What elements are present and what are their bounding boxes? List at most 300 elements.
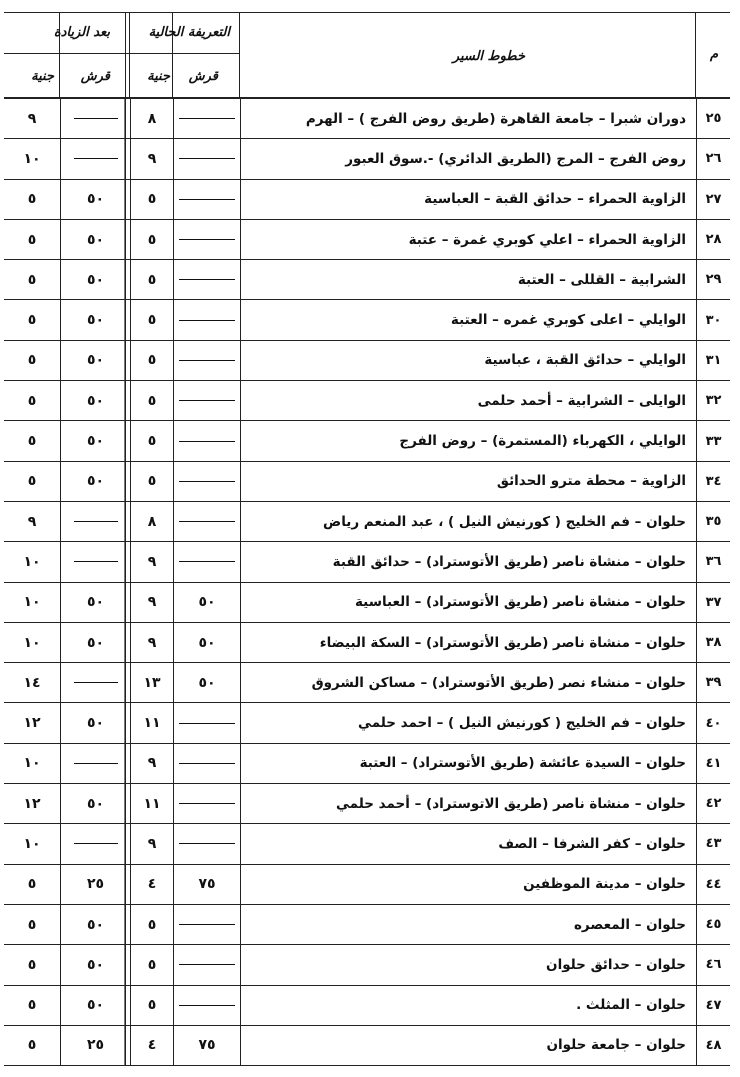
current-pound — [130, 462, 173, 501]
current-piaster — [173, 784, 240, 823]
route-name — [240, 502, 696, 541]
route-name-text: حلوان – منشاة ناصر (طريق الأتوستراد) – حدائق القبة — [332, 553, 686, 570]
new-pound — [4, 744, 60, 783]
route-name-text: الوايلي – اعلى كوبري غمره – العتبة — [450, 312, 686, 329]
route-name-text: حلوان – منشاء نصر (طريق الأتوستراد) – مساكن الشروق — [311, 674, 686, 691]
current-pound — [130, 824, 173, 863]
new-piaster — [60, 663, 130, 702]
current-pound — [130, 865, 173, 904]
route-name-text: الزاوية الحمراء – حدائق القبة – العباسية — [424, 191, 686, 208]
current-piaster — [173, 139, 240, 178]
current-pound-text: ٥ — [147, 916, 157, 933]
row-number-text: ٣٧ — [705, 594, 722, 610]
new-piaster-text: ٥٠ — [86, 634, 105, 651]
current-pound — [130, 986, 173, 1025]
current-pound — [130, 421, 173, 460]
new-piaster-text: ٥٠ — [86, 473, 105, 490]
row-number-text: ٣٥ — [705, 514, 722, 530]
row-number-text: ٢٥ — [705, 111, 722, 127]
route-name-text: حلوان – جامعة حلوان — [546, 1037, 686, 1054]
new-piaster — [60, 865, 130, 904]
table-row — [4, 865, 730, 905]
current-pound-text: ٩ — [147, 150, 157, 167]
current-pound — [130, 945, 173, 984]
row-number — [696, 865, 730, 904]
current-piaster — [173, 180, 240, 219]
current-piaster-text: ٧٥ — [198, 1037, 216, 1054]
dash-mark — [179, 1005, 235, 1006]
row-number-text: ٤٠ — [705, 715, 722, 731]
current-pound — [130, 139, 173, 178]
route-name — [240, 986, 696, 1025]
tariff-table — [4, 12, 730, 1066]
row-number-text: ٤٦ — [705, 957, 722, 973]
new-pound — [4, 99, 60, 138]
dash-mark — [179, 400, 235, 401]
dash-mark — [74, 763, 118, 764]
current-pound-text: ٥ — [147, 433, 157, 450]
current-piaster — [173, 583, 240, 622]
current-piaster — [173, 623, 240, 662]
new-piaster — [60, 260, 130, 299]
new-pound-text: ٥ — [27, 312, 37, 329]
row-number-text: ٣٠ — [705, 312, 722, 328]
table-row — [4, 703, 730, 743]
route-name — [240, 905, 696, 944]
current-pound-text: ٥ — [147, 191, 157, 208]
header-current-tariff: التعريفة الحالية — [148, 25, 230, 40]
route-name-text: الوايلي – حدائق القبة ، عباسية — [484, 352, 686, 369]
new-pound — [4, 1026, 60, 1065]
new-piaster — [60, 905, 130, 944]
row-number-text: ٢٦ — [705, 151, 722, 167]
route-name-text: حلوان – السيدة عائشة (طريق الأتوستراد) – العتبة — [359, 755, 686, 772]
row-number-text: ٣٢ — [705, 393, 722, 409]
current-pound-text: ٥ — [147, 956, 157, 973]
new-piaster — [60, 421, 130, 460]
new-piaster-text: ٥٠ — [86, 997, 105, 1014]
route-name-text: الوايلى – الشرابية – أحمد حلمى — [477, 392, 686, 409]
row-number-text: ٣١ — [705, 352, 722, 368]
new-pound-text: ٥ — [27, 392, 37, 409]
route-name — [240, 784, 696, 823]
current-piaster — [173, 945, 240, 984]
route-name-text: روض الفرج – المرج (الطريق الدائري) -.سوق العبور — [345, 150, 686, 167]
table-row — [4, 99, 730, 139]
dash-mark — [74, 521, 118, 522]
route-name — [240, 542, 696, 581]
current-pound — [130, 703, 173, 742]
new-pound-text: ٥ — [27, 473, 37, 490]
table-row — [4, 663, 730, 703]
new-piaster — [60, 703, 130, 742]
header-new-piaster: قرش — [80, 69, 110, 84]
row-number — [696, 744, 730, 783]
row-number-text: ٣٦ — [705, 554, 722, 570]
dash-mark — [74, 561, 118, 562]
table-row — [4, 986, 730, 1026]
row-number-text: ٤٣ — [705, 836, 722, 852]
row-number — [696, 341, 730, 380]
new-pound-text: ٥ — [27, 1037, 37, 1054]
new-pound — [4, 945, 60, 984]
new-pound — [4, 139, 60, 178]
new-piaster — [60, 220, 130, 259]
current-pound — [130, 180, 173, 219]
new-pound-text: ٥ — [27, 997, 37, 1014]
row-number — [696, 703, 730, 742]
dash-mark — [179, 199, 235, 200]
row-number-text: ٤٧ — [705, 997, 722, 1013]
new-piaster — [60, 381, 130, 420]
current-pound — [130, 502, 173, 541]
new-piaster — [60, 824, 130, 863]
current-pound — [130, 300, 173, 339]
current-piaster — [173, 381, 240, 420]
new-pound-text: ٥ — [27, 956, 37, 973]
dash-mark — [179, 239, 235, 240]
new-pound-text: ١٠ — [23, 150, 41, 167]
new-pound — [4, 865, 60, 904]
new-piaster-text: ٥٠ — [86, 271, 105, 288]
current-pound-text: ١١ — [143, 795, 161, 812]
current-pound — [130, 260, 173, 299]
current-pound — [130, 623, 173, 662]
route-name — [240, 462, 696, 501]
row-number — [696, 583, 730, 622]
current-piaster — [173, 905, 240, 944]
route-name — [240, 99, 696, 138]
table-row — [4, 1026, 730, 1066]
new-piaster — [60, 744, 130, 783]
row-number-text: ٤٨ — [705, 1037, 722, 1053]
row-number — [696, 623, 730, 662]
header-current-pound: جنية — [147, 69, 170, 84]
current-pound — [130, 583, 173, 622]
current-pound-text: ٥ — [147, 392, 157, 409]
row-number-text: ٣٩ — [705, 675, 722, 691]
current-pound-text: ٨ — [147, 513, 157, 530]
route-name-text: حلوان – منشاة ناصر (طريق الأتوستراد) – العباسية — [355, 594, 686, 611]
route-name-text: الشرابية – القللى – العتبة — [517, 271, 686, 288]
new-piaster-text: ٢٥ — [86, 876, 105, 893]
new-pound — [4, 341, 60, 380]
new-pound — [4, 784, 60, 823]
new-piaster — [60, 583, 130, 622]
route-name — [240, 139, 696, 178]
dash-mark — [179, 158, 235, 159]
current-pound — [130, 663, 173, 702]
new-pound-text: ٥ — [27, 191, 37, 208]
new-pound-text: ٥ — [27, 271, 37, 288]
new-piaster-text: ٥٠ — [86, 715, 105, 732]
new-piaster-text: ٥٠ — [86, 312, 105, 329]
current-pound — [130, 220, 173, 259]
route-name — [240, 260, 696, 299]
current-piaster — [173, 300, 240, 339]
dash-mark — [74, 158, 118, 159]
new-pound — [4, 462, 60, 501]
row-number — [696, 945, 730, 984]
dash-mark — [179, 561, 235, 562]
new-pound — [4, 421, 60, 460]
table-row — [4, 623, 730, 663]
new-pound-text: ١٠ — [23, 553, 41, 570]
route-name-text: حلوان – منشاة ناصر (طريق الأتوستراد) – السكة البيضاء — [319, 634, 686, 651]
route-name — [240, 421, 696, 460]
current-pound-text: ٨ — [147, 110, 157, 127]
new-pound — [4, 260, 60, 299]
current-piaster — [173, 1026, 240, 1065]
new-pound — [4, 623, 60, 662]
current-pound-text: ٩ — [147, 755, 157, 772]
new-pound-text: ٩ — [27, 513, 37, 530]
new-pound-text: ١٢ — [23, 795, 41, 812]
header-num: م — [709, 47, 718, 62]
current-piaster — [173, 260, 240, 299]
current-pound — [130, 99, 173, 138]
current-pound-text: ٥ — [147, 352, 157, 369]
route-name — [240, 744, 696, 783]
route-name — [240, 180, 696, 219]
new-piaster — [60, 502, 130, 541]
dash-mark — [179, 360, 235, 361]
table-row — [4, 180, 730, 220]
current-pound-text: ٤ — [147, 1037, 157, 1054]
new-pound — [4, 986, 60, 1025]
table-header — [4, 12, 730, 99]
current-piaster — [173, 542, 240, 581]
new-pound — [4, 824, 60, 863]
new-pound-text: ١٠ — [23, 634, 41, 651]
dash-mark — [179, 320, 235, 321]
route-name — [240, 865, 696, 904]
row-number — [696, 220, 730, 259]
dash-mark — [179, 803, 235, 804]
dash-mark — [74, 843, 118, 844]
route-name-text: حلوان – المثلث . — [576, 997, 686, 1014]
new-piaster — [60, 341, 130, 380]
row-number — [696, 139, 730, 178]
current-pound-text: ٥ — [147, 271, 157, 288]
route-name — [240, 220, 696, 259]
table-row — [4, 824, 730, 864]
new-piaster-text: ٥٠ — [86, 231, 105, 248]
header-route: خطوط السير — [452, 49, 525, 64]
current-piaster — [173, 220, 240, 259]
new-piaster — [60, 784, 130, 823]
new-piaster-text: ٥٠ — [86, 916, 105, 933]
new-piaster — [60, 180, 130, 219]
new-pound-text: ١٠ — [23, 594, 41, 611]
current-pound — [130, 744, 173, 783]
dash-mark — [179, 964, 235, 965]
route-name-text: حلوان – كفر الشرفا – الصف — [498, 835, 686, 852]
row-number — [696, 462, 730, 501]
row-number — [696, 260, 730, 299]
route-name — [240, 583, 696, 622]
new-pound — [4, 905, 60, 944]
dash-mark — [179, 441, 235, 442]
table-row — [4, 542, 730, 582]
row-number — [696, 824, 730, 863]
current-pound-text: ٥ — [147, 473, 157, 490]
current-pound-text: ١٣ — [143, 674, 161, 691]
dash-mark — [179, 481, 235, 482]
row-number-text: ٣٨ — [705, 635, 722, 650]
current-pound-text: ٥ — [147, 997, 157, 1014]
current-pound-text: ٩ — [147, 594, 157, 611]
row-number-text: ٤٥ — [705, 917, 722, 933]
route-name — [240, 703, 696, 742]
header-current-piaster: قرش — [188, 69, 218, 84]
route-name-text: حلوان – فم الخليج ( كورنيش النيل ) – احمد حلمي — [358, 715, 686, 732]
new-piaster-text: ٢٥ — [86, 1037, 105, 1054]
route-name — [240, 381, 696, 420]
new-piaster-text: ٥٠ — [86, 594, 105, 611]
dash-mark — [179, 521, 235, 522]
new-pound-text: ١٤ — [23, 674, 41, 691]
route-name — [240, 945, 696, 984]
dash-mark — [179, 843, 235, 844]
row-number — [696, 986, 730, 1025]
table-row — [4, 421, 730, 461]
row-number-text: ٢٩ — [705, 272, 722, 288]
new-piaster — [60, 139, 130, 178]
new-pound-text: ٥ — [27, 876, 37, 893]
new-pound-text: ٩ — [27, 110, 37, 127]
current-pound-text: ٥ — [147, 231, 157, 248]
table-row — [4, 583, 730, 623]
table-row — [4, 260, 730, 300]
new-piaster-text: ٥٠ — [86, 191, 105, 208]
current-pound-text: ١١ — [143, 715, 161, 732]
row-number — [696, 905, 730, 944]
row-number — [696, 300, 730, 339]
current-piaster — [173, 99, 240, 138]
row-number — [696, 1026, 730, 1065]
new-pound-text: ٥ — [27, 231, 37, 248]
current-piaster — [173, 744, 240, 783]
new-pound-text: ٥ — [27, 352, 37, 369]
table-row — [4, 300, 730, 340]
route-name — [240, 341, 696, 380]
current-pound — [130, 381, 173, 420]
new-pound — [4, 542, 60, 581]
new-pound — [4, 300, 60, 339]
current-piaster — [173, 341, 240, 380]
row-number-text: ٢٧ — [705, 191, 722, 207]
row-number — [696, 542, 730, 581]
new-piaster — [60, 1026, 130, 1065]
dash-mark — [179, 763, 235, 764]
current-piaster-text: ٧٥ — [198, 876, 216, 893]
route-name-text: حلوان – مدينة الموظفين — [523, 876, 686, 893]
new-pound-text: ١٢ — [23, 715, 41, 732]
row-number — [696, 663, 730, 702]
new-pound-text: ٥ — [27, 433, 37, 450]
current-piaster-text: ٥٠ — [198, 594, 216, 611]
dash-mark — [179, 118, 235, 119]
new-piaster — [60, 542, 130, 581]
current-piaster — [173, 462, 240, 501]
new-pound — [4, 381, 60, 420]
row-number-text: ٣٣ — [705, 433, 722, 449]
dash-mark — [179, 723, 235, 724]
route-name-text: الزاوية الحمراء – اعلي كوبري غمرة – عتبة — [408, 231, 686, 248]
new-piaster — [60, 986, 130, 1025]
new-piaster — [60, 945, 130, 984]
route-name-text: دوران شبرا – جامعة القاهرة (طريق روض الفرج ) – الهرم — [305, 110, 686, 127]
current-pound-text: ٥ — [147, 312, 157, 329]
current-pound — [130, 784, 173, 823]
current-piaster — [173, 502, 240, 541]
header-after-increase: بعد الزيادة — [53, 25, 110, 40]
dash-mark — [179, 279, 235, 280]
route-name-text: حلوان – فم الخليج ( كورنيش النيل ) ، عبد المنعم رياض — [323, 513, 686, 530]
current-pound — [130, 341, 173, 380]
new-piaster-text: ٥٠ — [86, 433, 105, 450]
route-name-text: حلوان – المعصره — [573, 916, 686, 933]
table-row — [4, 744, 730, 784]
row-number — [696, 180, 730, 219]
new-pound — [4, 583, 60, 622]
dash-mark — [74, 682, 118, 683]
row-number-text: ٤١ — [705, 755, 722, 771]
current-piaster — [173, 421, 240, 460]
route-name — [240, 1026, 696, 1065]
current-pound-text: ٤ — [147, 876, 157, 893]
current-piaster-text: ٥٠ — [198, 674, 216, 691]
new-pound-text: ١٠ — [23, 835, 41, 852]
route-name-text: الوايلي ، الكهرباء (المستمرة) – روض الفرج — [399, 433, 686, 450]
current-piaster — [173, 663, 240, 702]
new-pound — [4, 180, 60, 219]
route-name — [240, 663, 696, 702]
new-pound — [4, 703, 60, 742]
new-piaster — [60, 300, 130, 339]
current-piaster — [173, 824, 240, 863]
row-number — [696, 99, 730, 138]
route-name-text: حلوان – حدائق حلوان — [546, 956, 686, 973]
new-pound-text: ٥ — [27, 916, 37, 933]
new-piaster — [60, 462, 130, 501]
table-row — [4, 502, 730, 542]
table-row — [4, 784, 730, 824]
current-pound — [130, 905, 173, 944]
table-row — [4, 462, 730, 502]
new-pound — [4, 663, 60, 702]
current-piaster-text: ٥٠ — [198, 634, 216, 651]
table-row — [4, 945, 730, 985]
row-number-text: ٣٤ — [705, 473, 722, 489]
row-number-text: ٤٢ — [705, 796, 722, 812]
current-pound-text: ٩ — [147, 835, 157, 852]
table-row — [4, 905, 730, 945]
row-number-text: ٤٤ — [705, 876, 722, 892]
new-piaster-text: ٥٠ — [86, 352, 105, 369]
route-name-text: حلوان – منشاة ناصر (طريق الاتوستراد) – أحمد حلمي — [336, 795, 686, 812]
row-number-text: ٢٨ — [705, 232, 722, 248]
table-row — [4, 139, 730, 179]
new-piaster — [60, 623, 130, 662]
dash-mark — [74, 118, 118, 119]
current-piaster — [173, 865, 240, 904]
new-piaster — [60, 99, 130, 138]
row-number — [696, 421, 730, 460]
new-piaster-text: ٥٠ — [86, 392, 105, 409]
current-pound-text: ٩ — [147, 634, 157, 651]
